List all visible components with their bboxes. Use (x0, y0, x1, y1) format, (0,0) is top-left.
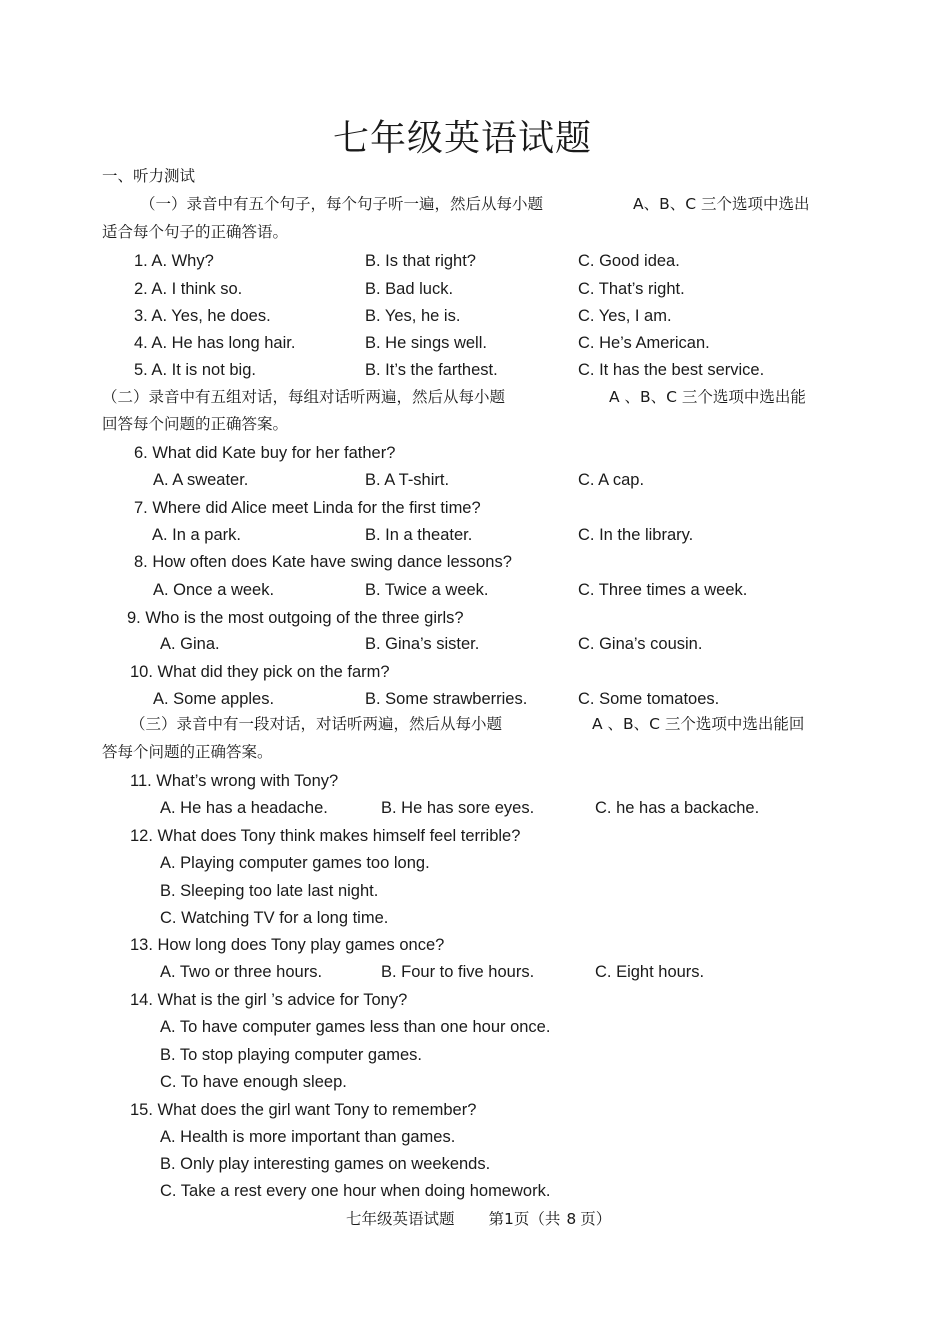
part1-instruction-options: A、B、C 三个选项中选出 (633, 195, 810, 213)
q13-option-b: B. Four to five hours. (381, 963, 535, 981)
q12-option-c: C. Watching TV for a long time. (160, 909, 389, 927)
footer-page-prefix: 第 (488, 1210, 505, 1228)
q11-option-c: C. he has a backache. (595, 799, 760, 817)
q4-option-a: 4. A. He has long hair. (134, 334, 296, 352)
q8-option-c: C. Three times a week. (578, 581, 748, 599)
q3-option-b: B. Yes, he is. (365, 307, 461, 325)
footer-doc-title: 七年级英语试题 (346, 1210, 455, 1228)
part2-instruction-cont: 回答每个问题的正确答案。 (102, 415, 289, 433)
q7-option-b: B. In a theater. (365, 526, 473, 544)
q6-option-c: C. A cap. (578, 471, 645, 489)
q2-option-b: B. Bad luck. (365, 280, 454, 298)
q9-question: 9. Who is the most outgoing of the three girls? (127, 609, 464, 627)
part2-instruction-options: A 、B、C 三个选项中选出能 (609, 388, 806, 406)
q8-question: 8. How often does Kate have swing dance lessons? (134, 553, 512, 571)
q4-option-c: C. He’s American. (578, 334, 710, 352)
page-title: 七年级英语试题 (332, 118, 592, 159)
q14-question: 14. What is the girl ’s advice for Tony? (130, 991, 408, 1009)
footer-total-pages: 8 (566, 1210, 577, 1228)
q6-option-b: B. A T-shirt. (365, 471, 450, 489)
q10-question: 10. What did they pick on the farm? (130, 663, 390, 681)
q14-option-a: A. To have computer games less than one hour once. (160, 1018, 551, 1036)
section-heading: 一、听力测试 (102, 167, 196, 185)
q7-option-a: A. In a park. (152, 526, 241, 544)
q9-option-a: A. Gina. (160, 635, 220, 653)
q8-option-a: A. Once a week. (153, 581, 275, 599)
footer-page-suffix: 页） (580, 1210, 612, 1228)
q3-option-c: C. Yes, I am. (578, 307, 672, 325)
q6-option-a: A. A sweater. (153, 471, 249, 489)
q8-option-b: B. Twice a week. (365, 581, 489, 599)
q1-option-c: C. Good idea. (578, 252, 680, 270)
q11-option-b: B. He has sore eyes. (381, 799, 535, 817)
q5-option-a: 5. A. It is not big. (134, 361, 256, 379)
q15-option-c: C. Take a rest every one hour when doing homework. (160, 1182, 551, 1200)
q13-question: 13. How long does Tony play games once? (130, 936, 445, 954)
q14-option-b: B. To stop playing computer games. (160, 1046, 423, 1064)
q9-option-b: B. Gina’s sister. (365, 635, 480, 653)
page-footer (346, 1209, 611, 1229)
q11-question: 11. What’s wrong with Tony? (130, 772, 339, 790)
q2-option-c: C. That’s right. (578, 280, 685, 298)
part1-instruction: （一）录音中有五个句子，每个句子听一遍，然后从每小题 (140, 195, 544, 213)
q2-option-a: 2. A. I think so. (134, 280, 243, 298)
q15-option-b: B. Only play interesting games on weekends. (160, 1155, 491, 1173)
q12-option-a: A. Playing computer games too long. (160, 854, 430, 872)
q7-option-c: C. In the library. (578, 526, 694, 544)
q10-option-c: C. Some tomatoes. (578, 690, 720, 708)
q4-option-b: B. He sings well. (365, 334, 487, 352)
q9-option-c: C. Gina’s cousin. (578, 635, 703, 653)
q10-option-a: A. Some apples. (153, 690, 275, 708)
part2-instruction: （二）录音中有五组对话，每组对话听两遍，然后从每小题 (102, 388, 506, 406)
q14-option-c: C. To have enough sleep. (160, 1073, 347, 1091)
q10-option-b: B. Some strawberries. (365, 690, 528, 708)
q5-option-b: B. It’s the farthest. (365, 361, 498, 379)
q6-question: 6. What did Kate buy for her father? (134, 444, 396, 462)
q11-option-a: A. He has a headache. (160, 799, 328, 817)
footer-page-number: 1 (504, 1210, 514, 1228)
q15-question: 15. What does the girl want Tony to remember? (130, 1101, 477, 1119)
part3-instruction-cont: 答每个问题的正确答案。 (102, 743, 273, 761)
q5-option-c: C. It has the best service. (578, 361, 765, 379)
q12-option-b: B. Sleeping too late last night. (160, 882, 379, 900)
q13-option-a: A. Two or three hours. (160, 963, 323, 981)
q12-question: 12. What does Tony think makes himself feel terrible? (130, 827, 521, 845)
part3-instruction-options: A 、B、C 三个选项中选出能回 (592, 715, 805, 733)
q13-option-c: C. Eight hours. (595, 963, 705, 981)
footer-page-mid: 页（共 (513, 1210, 561, 1228)
q15-option-a: A. Health is more important than games. (160, 1128, 456, 1146)
q1-option-a: 1. A. Why? (134, 252, 214, 270)
part1-instruction-cont: 适合每个句子的正确答语。 (102, 223, 289, 241)
q7-question: 7. Where did Alice meet Linda for the first time? (134, 499, 481, 517)
q3-option-a: 3. A. Yes, he does. (134, 307, 271, 325)
q1-option-b: B. Is that right? (365, 252, 476, 270)
part3-instruction: （三）录音中有一段对话，对话听两遍，然后从每小题 (130, 715, 503, 733)
